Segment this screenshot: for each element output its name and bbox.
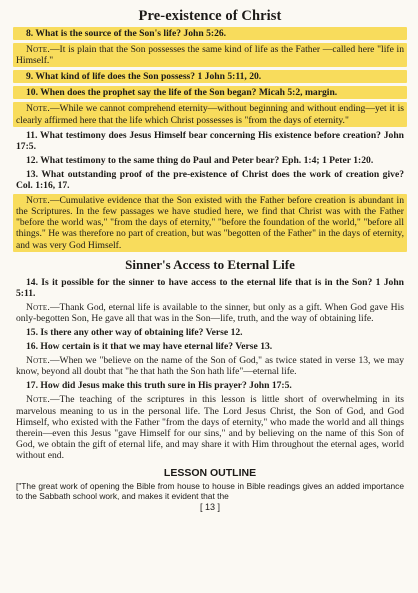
note-text: While we cannot comprehend eternity—without beginning and without ending—yet it is clearly affirmed here that the life which Christ possesses is "from the days of eternity."	[16, 103, 404, 126]
page-title: Pre-existence of Christ	[138, 8, 282, 24]
question-item	[16, 277, 404, 299]
note-label: Note.	[26, 301, 50, 313]
question-item	[16, 327, 404, 338]
note-label: Note.	[26, 394, 50, 406]
question-text: 15. Is there any other way of obtaining life? Verse 12.	[26, 326, 243, 338]
note-text: It is plain that the Son possesses the same kind of life as the Father —called here "life in Himself."	[16, 44, 404, 67]
note-text: Cumulative evidence that the Son existed with the Father before creation is abundant in the Scriptures. In the few passages we have studied here, we find that Christ was with the Father "before the world was," "from the days of eternity," "before the foundation of the world," "before all things." He was therefore no part of creation, but was "begotten of the Father" in the days of eternity, and was very God Himself.	[16, 195, 404, 251]
question-item	[16, 341, 404, 352]
note-item: Note.—It is plain that the Son possesses the same kind of life as the Father —called here "life in Himself."	[13, 43, 407, 67]
question-item	[13, 27, 407, 40]
note-item: Note.—When we "believe on the name of the Son of God," as twice stated in verse 13, we may know, beyond all doubt that "he that hath the Son hath life"—eternal life.	[16, 355, 404, 378]
note-item: Note.—Cumulative evidence that the Son existed with the Father before creation is abundant in the Scriptures. In the few passages we have studied here, we find that Christ was with the Father "before the world was," "from the days of eternity," "before the foundation of the world," "before all things." He was therefore no part of creation, but was "begotten of the Father" in the days of eternity, and was very God Himself.	[13, 194, 407, 251]
question-item	[16, 169, 404, 191]
question-item	[13, 70, 407, 83]
note-text: The teaching of the scriptures in this lesson is little short of overwhelming in its marvelous meaning to us in the personal life. The Lord Jesus Christ, the Son of God, and God Himself, who existed with the Father "from the days of eternity," who made the world and all things therein—even this Jesus "gave Himself for our sins," and by believing on the name of this Son of God, we obtain the gift of eternal life, and may share it with Him throughout the eternal ages, world without end.	[16, 394, 404, 461]
note-item: Note.—The teaching of the scriptures in this lesson is little short of overwhelming in its marvelous meaning to us in the personal life. The Lord Jesus Christ, the Son of God, and God Himself, who existed with the Father "from the days of eternity," who made the world and all things therein—even this Jesus "gave Himself for our sins," and by believing on the name of this Son of God, we obtain the gift of eternal life, and may share it with Him throughout the eternal ages, world without end.	[16, 394, 404, 461]
note-item: Note.—Thank God, eternal life is available to the sinner, but only as a gift. When God gave His only-begotten Son, He gave all that was in the Son—life, truth, and the way of obtaining life.	[16, 301, 404, 324]
question-text: 14. Is it possible for the sinner to have access to the eternal life that is in the Son? 1 John 5:11.	[16, 276, 404, 299]
note-label: Note.	[26, 195, 50, 207]
question-text: 13. What outstanding proof of the pre-existence of Christ does the work of creation give? Col. 1:16, 17.	[16, 168, 404, 192]
page-number: [ 13 ]	[199, 502, 220, 512]
question-item	[16, 380, 404, 391]
question-text: 17. How did Jesus make this truth sure in His prayer? John 17:5.	[26, 380, 292, 392]
outline-title: LESSON OUTLINE	[163, 467, 257, 479]
question-item	[16, 130, 404, 152]
note-text: When we "believe on the name of the Son of God," as twice stated in verse 13, we may know, beyond all doubt that "he that hath the Son hath life"—eternal life.	[16, 355, 404, 378]
question-text: 10. When does the prophet say the life of the Son began? Micah 5:2, margin.	[26, 87, 338, 99]
note-label: Note.	[26, 355, 50, 367]
question-text: 11. What testimony does Jesus Himself bear concerning His existence before creation? John 17:5.	[16, 129, 404, 152]
note-label: Note.	[26, 103, 50, 115]
question-text: 16. How certain is it that we may have eternal life? Verse 13.	[26, 341, 273, 353]
question-item	[13, 86, 407, 99]
question-text: 12. What testimony to the same thing do Paul and Peter bear? Eph. 1:4; 1 Peter 1:20.	[26, 154, 374, 166]
note-item: Note.—While we cannot comprehend eternity—without beginning and without ending—yet it is clearly affirmed here that the life which Christ possesses is "from the days of eternity."	[13, 102, 407, 126]
section-title: Sinner's Access to Eternal Life	[125, 256, 295, 272]
footnote: ["The great work of opening the Bible from house to house in Bible readings gives an added importance to the Sabbath school work, and makes it evident that the	[16, 481, 404, 501]
note-text: Thank God, eternal life is available to the sinner, but only as a gift. When God gave His only-begotten Son, He gave all that was in the Son—life, truth, and the way of obtaining life.	[16, 301, 404, 324]
note-label: Note.	[26, 44, 50, 56]
question-list-2	[16, 277, 404, 461]
question-text: 9. What kind of life does the Son possess? 1 John 5:11, 20.	[26, 71, 262, 83]
question-item	[16, 155, 404, 166]
question-list-1	[16, 27, 404, 252]
question-text: 8. What is the source of the Son's life? John 5:26.	[26, 28, 227, 39]
